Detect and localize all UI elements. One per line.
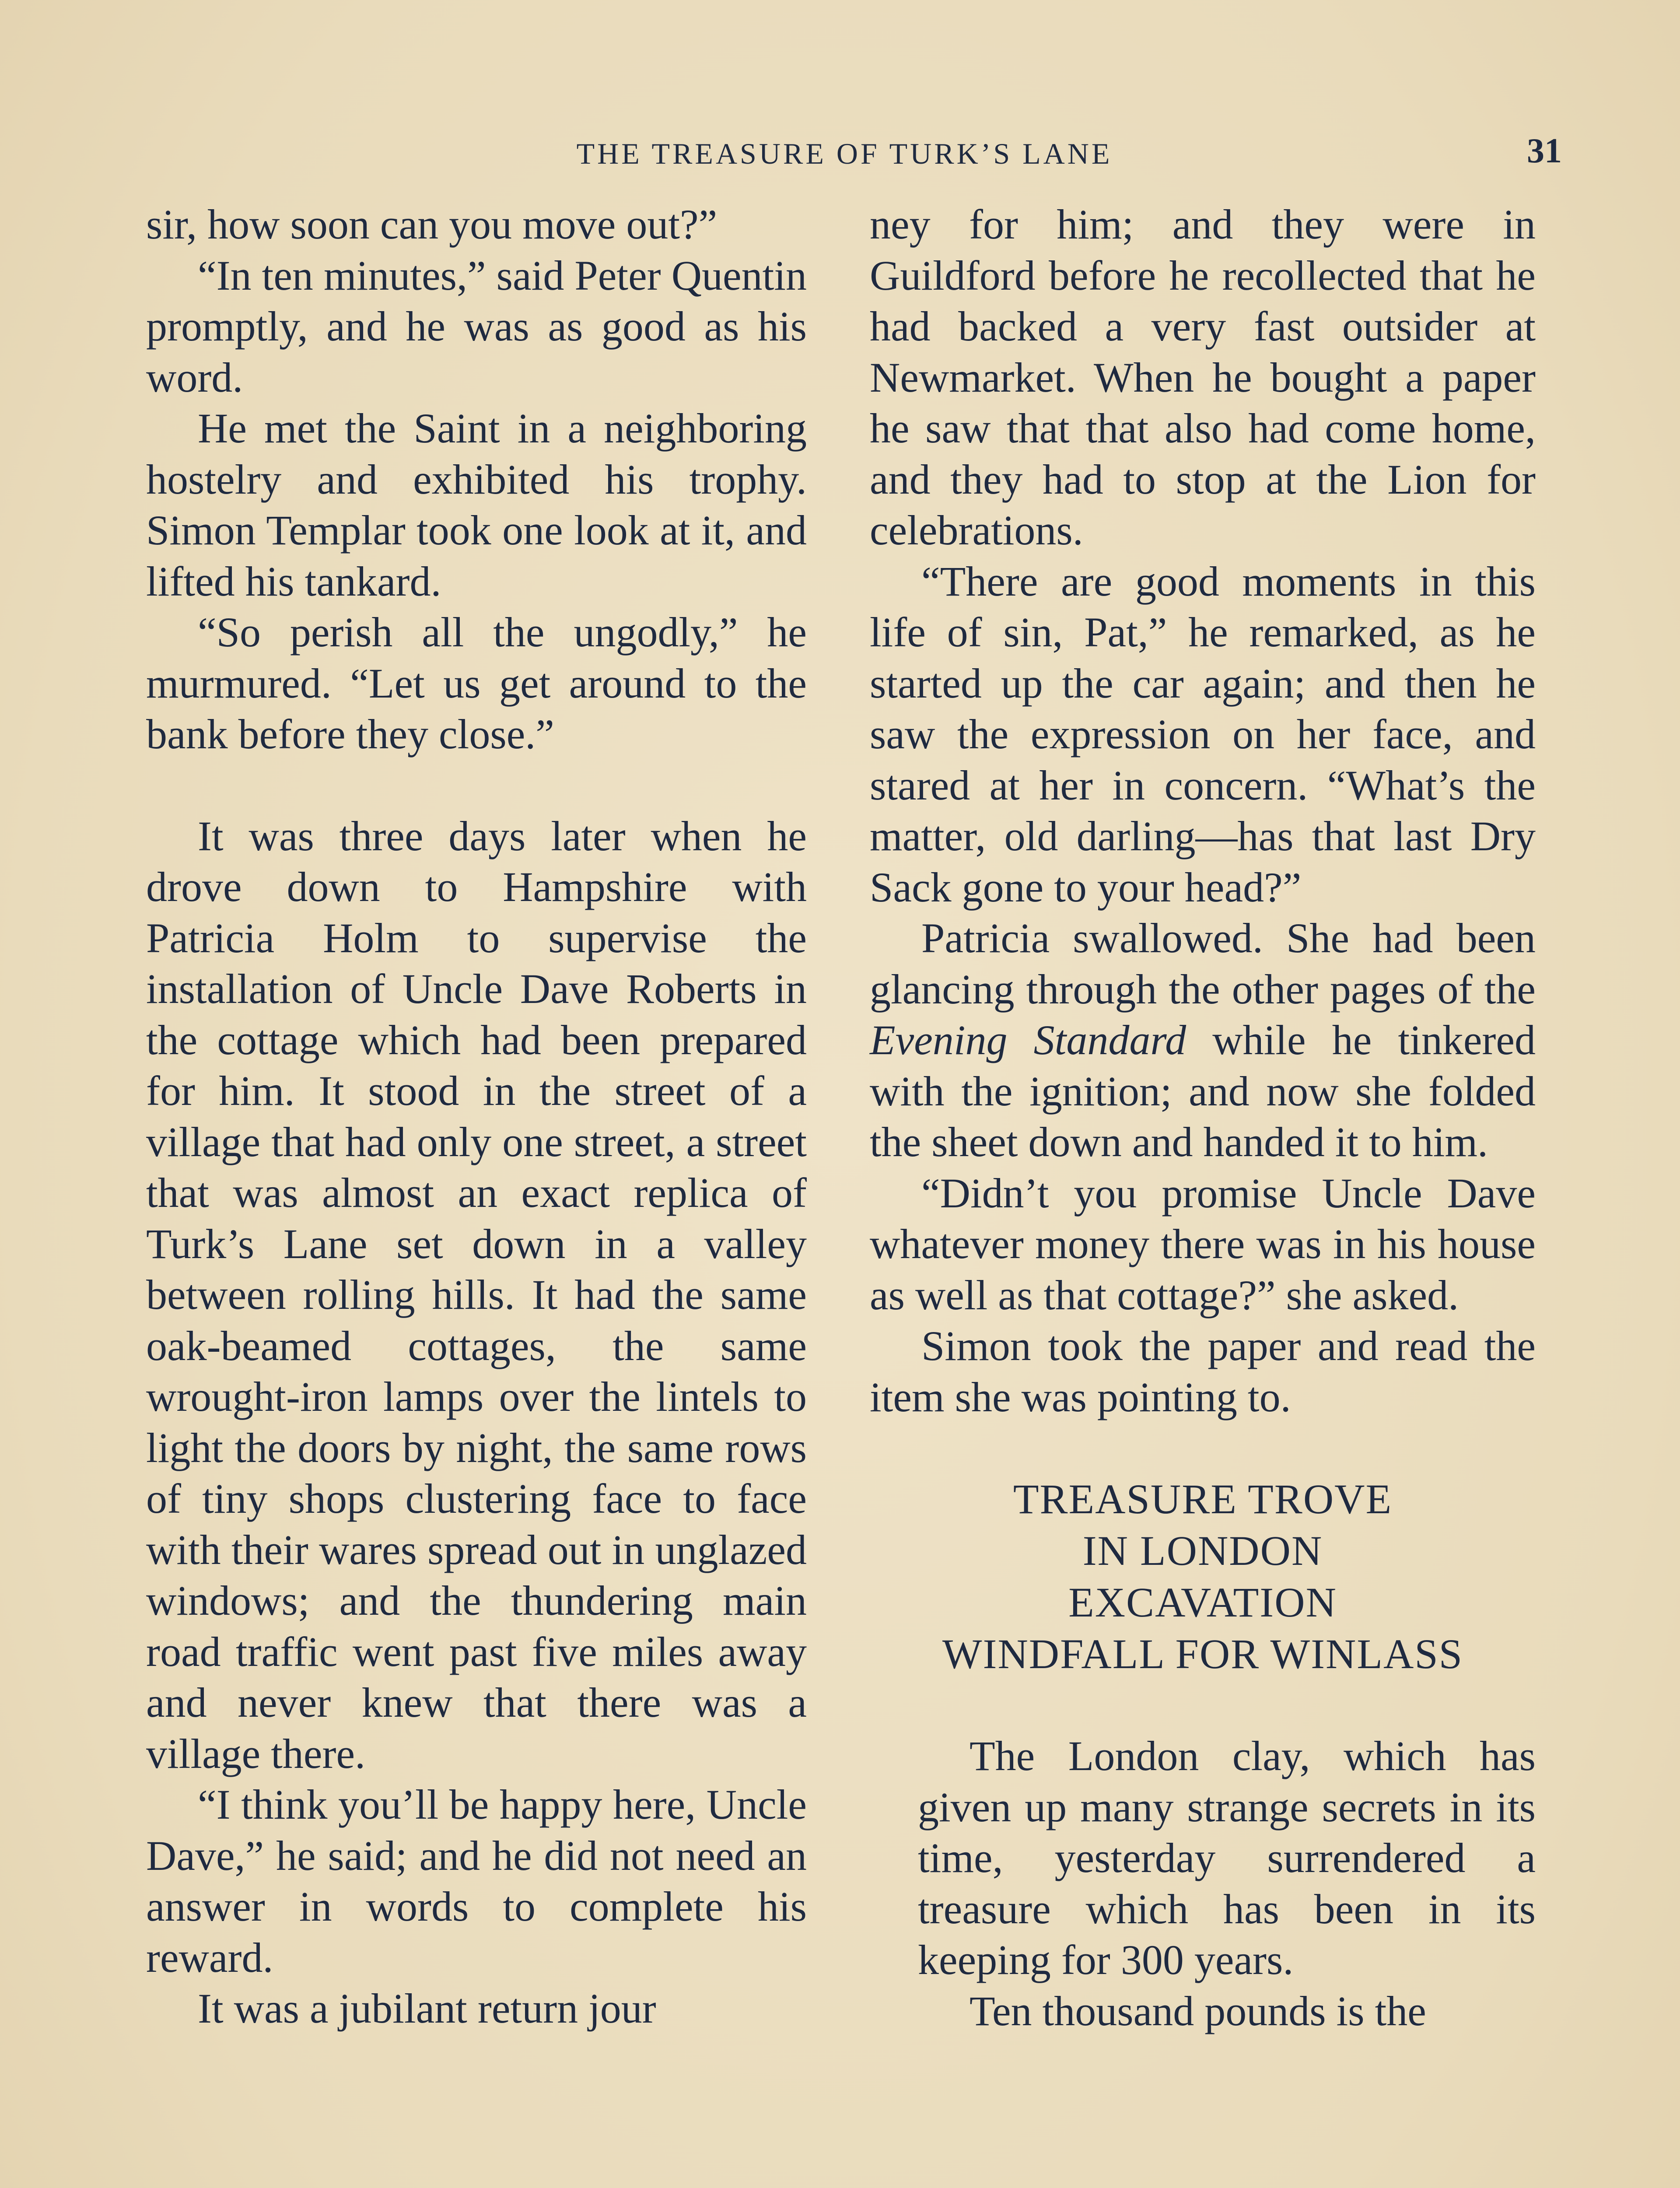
paragraph-text: while he tinkered with the ignition; and now she folded the sheet down and handed it to him. (870, 1017, 1536, 1165)
paragraph: “So perish all the ungodly,” he murmured. “Let us get around to the bank before they close.” (146, 609, 807, 757)
right-column (870, 199, 1536, 2037)
article-paragraph: Ten thousand pounds is the (970, 1987, 1426, 2034)
running-title: THE TREASURE OF TURK’S LANE (576, 137, 1113, 170)
paragraph: Simon took the paper and read the item she was pointing to. (870, 1322, 1536, 1420)
headline-line: IN LONDON (1082, 1527, 1323, 1574)
newspaper-title: Evening Standard (870, 1017, 1186, 1063)
newspaper-article (918, 1731, 1536, 2037)
newspaper-headline (870, 1473, 1536, 1680)
paragraph: It was three days later when he drove down to Hampshire with Patricia Holm to supervise the installation of Uncle Dave Roberts in the cottage which had been prepared for him. It stood in the street of a village that had only one street, a street that was almost an exact replica of Turk’s Lane set down in a valley between rolling hills. It had the same oak-beamed cottages, the same wrought-iron lamps over the lintels to light the doors by night, the same rows of tiny shops clustering face to face with their wares spread out in unglazed windows; and the thundering main road traffic went past five miles away and never knew that there was a village there. (146, 812, 807, 1777)
paragraph: “Didn’t you promise Uncle Dave whatever money there was in his house as well as that cottage?” she asked. (870, 1169, 1536, 1318)
paragraph: sir, how soon can you move out?” (146, 201, 718, 248)
article-paragraph: The London clay, which has given up many strange secrets in its time, yesterday surrendered a treasure which has been in its keeping for 300 years. (918, 1732, 1536, 1983)
left-column (146, 199, 807, 2034)
paragraph: ney for him; and they were in Guildford before he recollected that he had backed a very fast outsider at Newmarket. When he bought a paper he saw that that also had come home, and they had to stop at the Lion for celebrations. (870, 201, 1536, 554)
paragraph: “I think you’ll be happy here, Uncle Dave,” he said; and he did not need an answer in words to complete his reward. (146, 1781, 807, 1981)
paragraph: “There are good moments in this life of sin, Pat,” he remarked, as he started up the car again; and then he saw the expression on her face, and stared at her in concern. “What’s the matter, old darling—has that last Dry Sack gone to your head?” (870, 558, 1536, 911)
paragraph: He met the Saint in a neighboring hostelry and exhibited his trophy. Simon Templar took one look at it, and lifted his tankard. (146, 405, 807, 605)
headline-line: TREASURE TROVE (1013, 1476, 1393, 1522)
paragraph: “In ten minutes,” said Peter Quentin promptly, and he was as good as his word. (146, 252, 807, 401)
headline-line: WINDFALL FOR WINLASS (942, 1630, 1463, 1677)
paragraph-text: Patricia swallowed. She had been glancing through the other pages of the (870, 915, 1536, 1013)
paragraph (870, 913, 1536, 1168)
page-number: 31 (1527, 132, 1562, 170)
paragraph: It was a jubilant return jour (198, 1985, 656, 2032)
headline-line: EXCAVATION (1068, 1579, 1337, 1626)
